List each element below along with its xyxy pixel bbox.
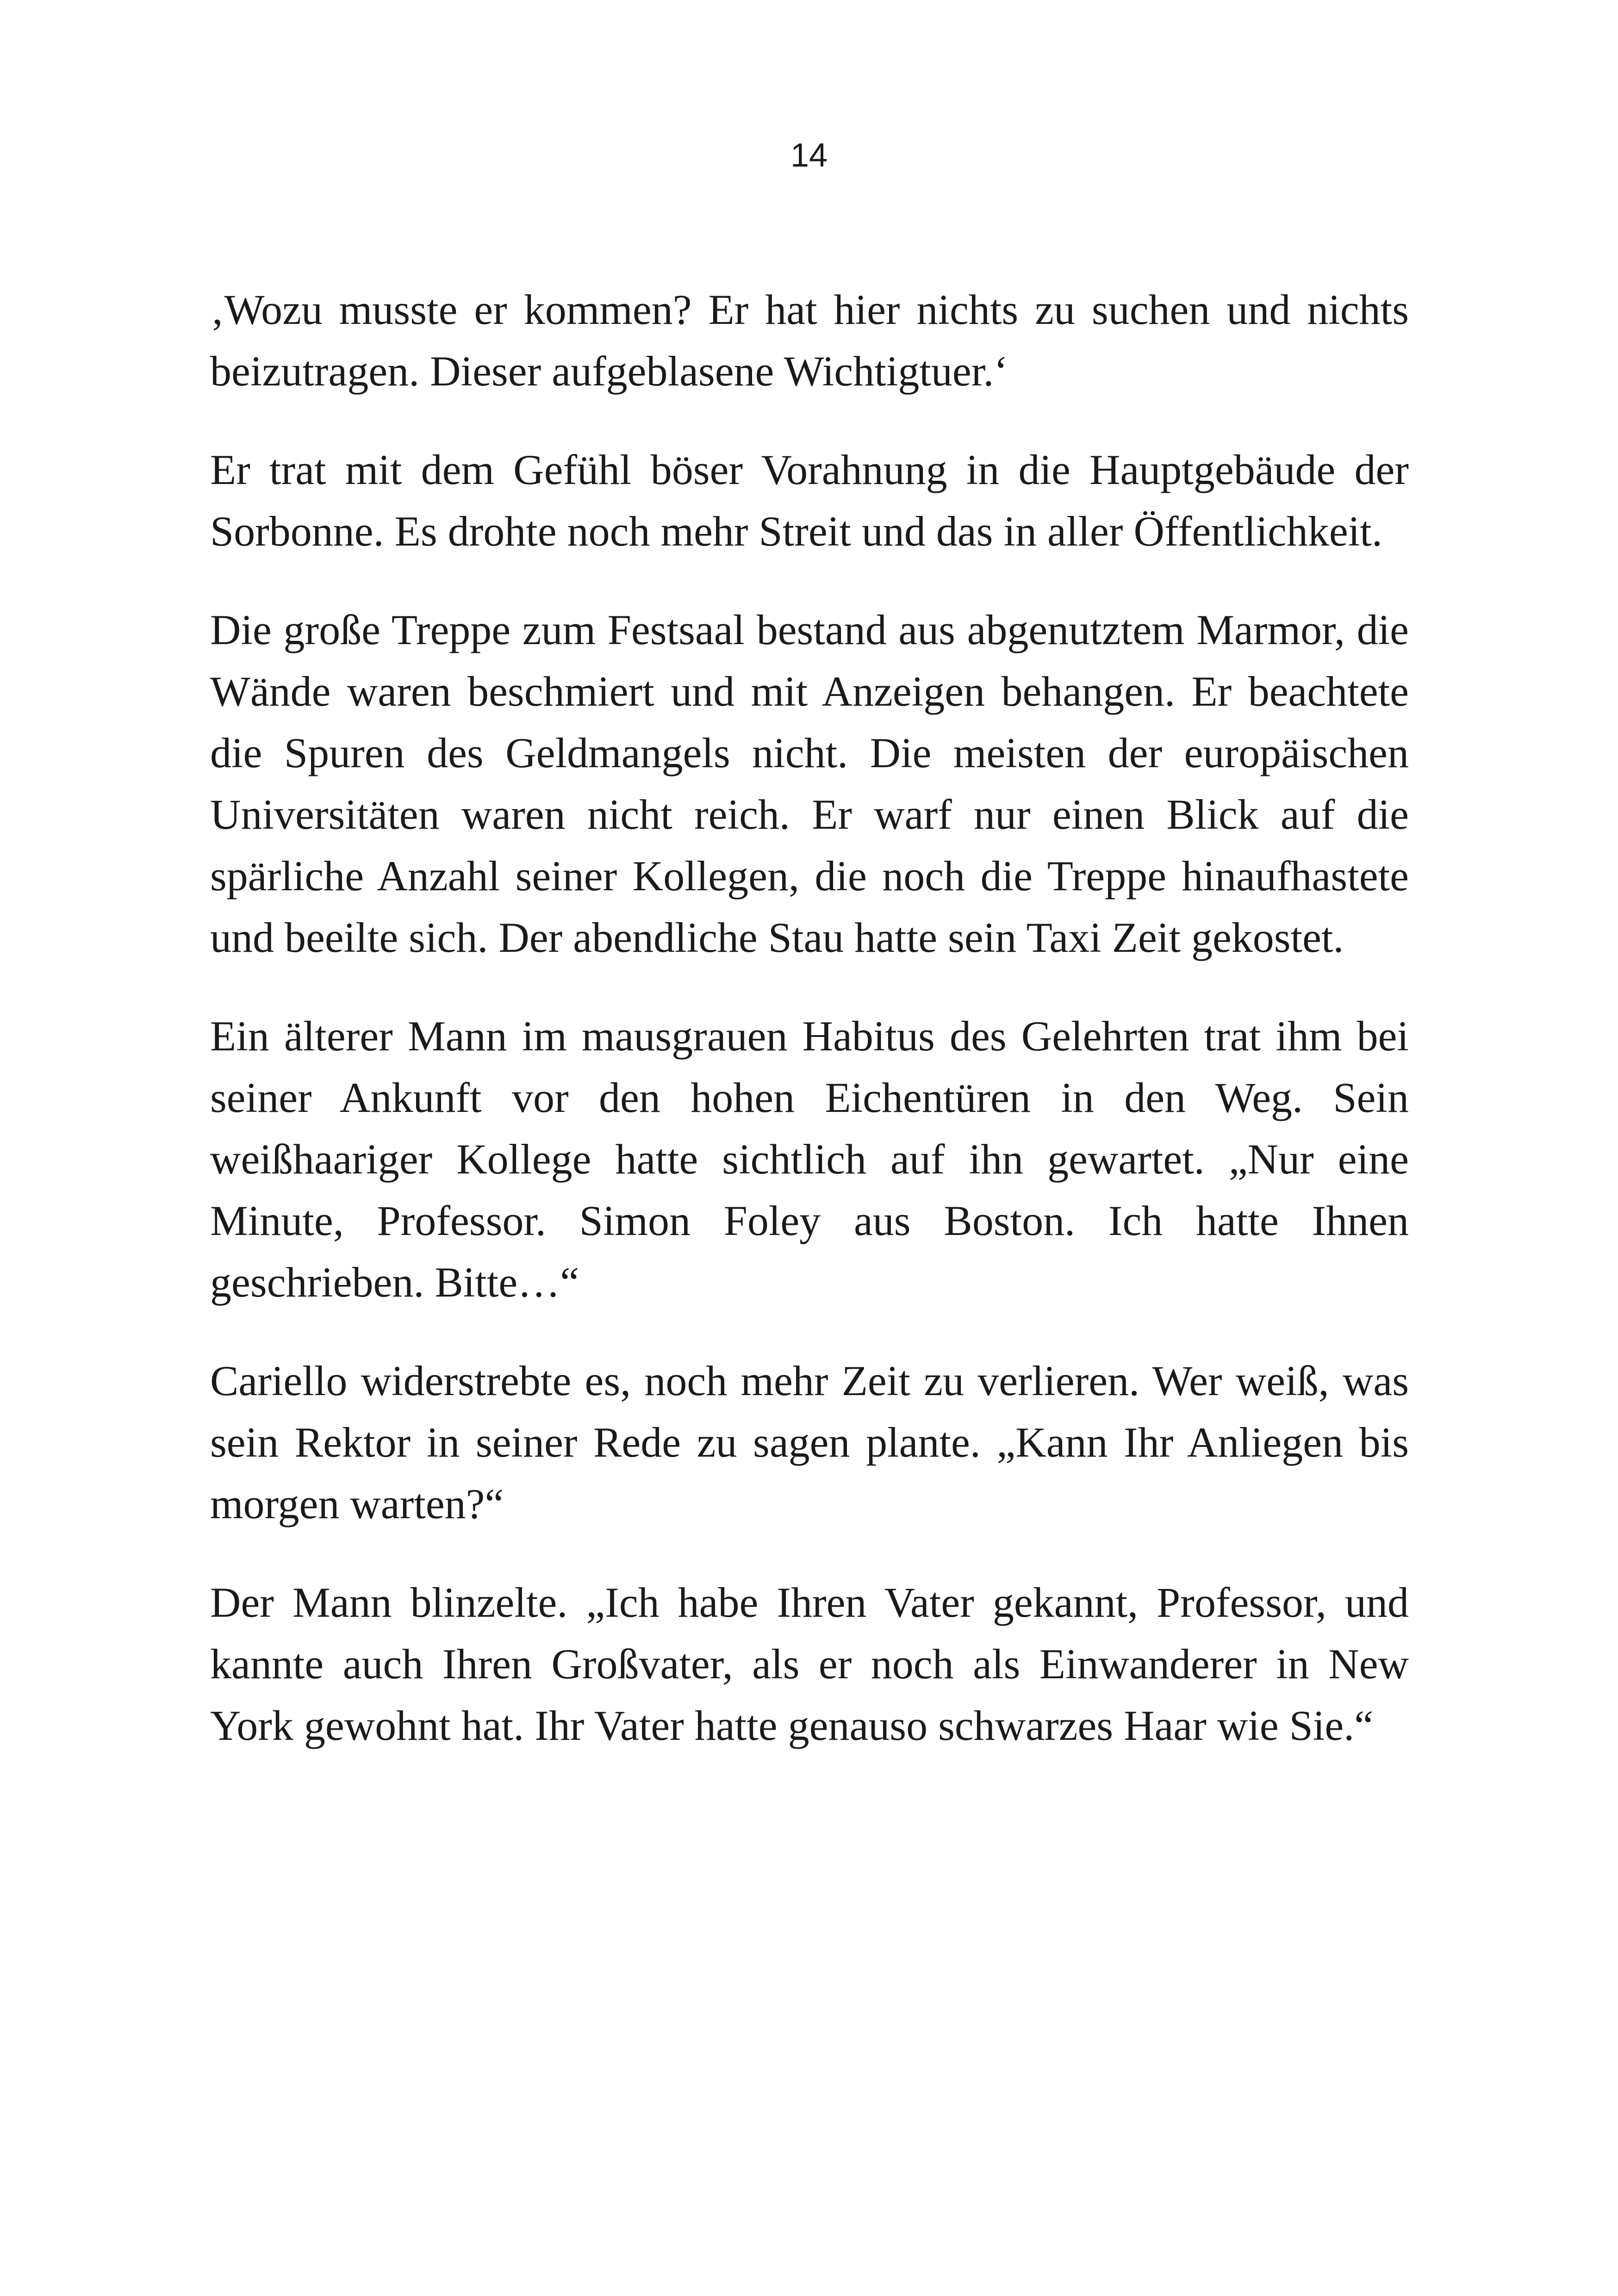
paragraph-2: Er trat mit dem Gefühl böser Vorahnung in die Hauptgebäude der Sorbonne. Es drohte noch mehr Streit und das in aller Öffentlichkeit. [210,446,1409,555]
paragraph-4: Ein älterer Mann im mausgrauen Habitus des Gelehrten trat ihm bei seiner Ankunft vor den hohen Eichentüren in den Weg. Sein weißhaariger Kollege hatte sichtlich auf ihn gewartet. „Nur eine Minute, Professor. Simon Foley aus Boston. Ich hatte Ihnen geschrieben. Bitte…“ [210,1012,1409,1306]
paragraph-1: ‚Wozu musste er kommen? Er hat hier nichts zu suchen und nichts beizutragen. Dieser aufgeblasene Wichtigtuer.‘ [210,286,1409,395]
page-number: 14 [790,137,828,174]
body-text [210,279,1409,1793]
paragraph-3: Die große Treppe zum Festsaal bestand aus abgenutztem Marmor, die Wände waren beschmiert und mit Anzeigen behangen. Er beachtete die Spuren des Geldmangels nicht. Die meisten der europäischen Universitäten waren nicht reich. Er warf nur einen Blick auf die spärliche Anzahl seiner Kollegen, die noch die Treppe hinaufhastete und beeilte sich. Der abendliche Stau hatte sein Taxi Zeit gekostet. [210,606,1409,961]
paragraph-5: Cariello widerstrebte es, noch mehr Zeit zu verlieren. Wer weiß, was sein Rektor in seiner Rede zu sagen plante. „Kann Ihr Anliegen bis morgen warten?“ [210,1357,1409,1527]
paragraph-6: Der Mann blinzelte. „Ich habe Ihren Vater gekannt, Professor, und kannte auch Ihren Großvater, als er noch als Einwanderer in New York gewohnt hat. Ihr Vater hatte genauso schwarzes Haar wie Sie.“ [210,1579,1409,1749]
